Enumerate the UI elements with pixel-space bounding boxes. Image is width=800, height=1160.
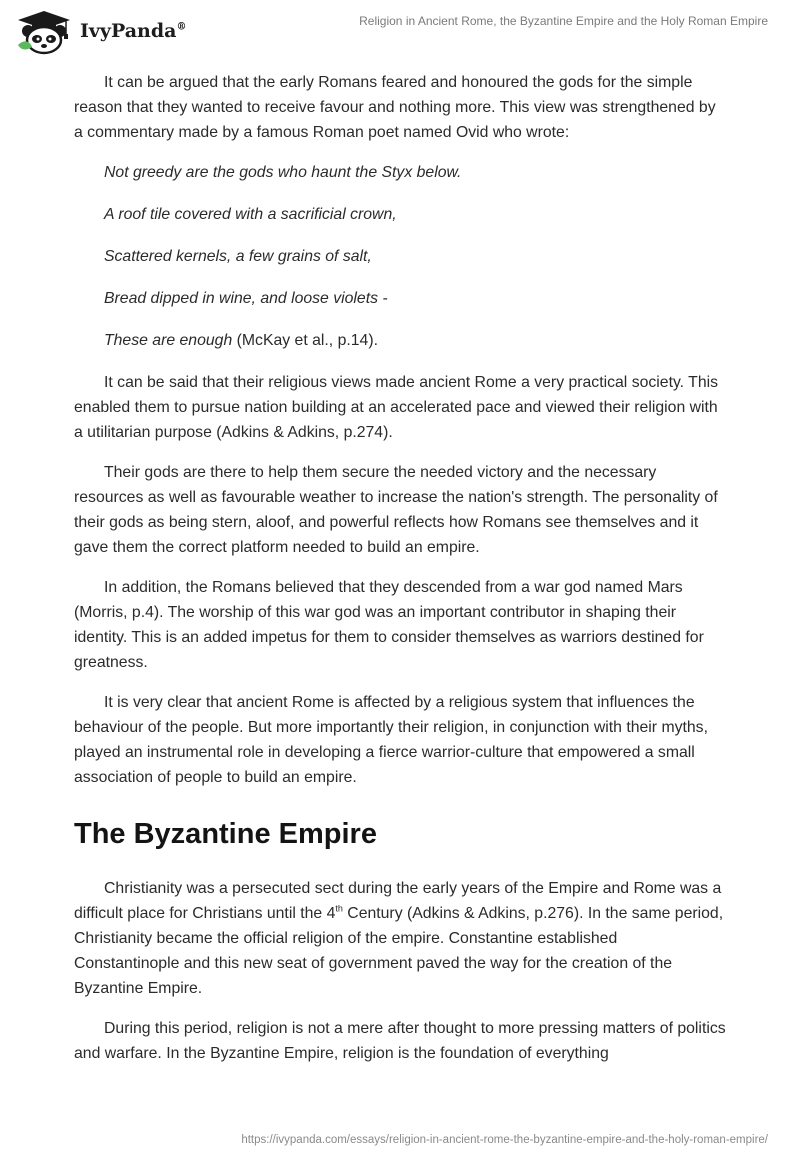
paragraph: It can be said that their religious views made ancient Rome a very practical society. This enabled them to pursue nation building at an accelerated pace and viewed their religion with a utilitarian purpose (Adkins & Adkins, p.274). <box>74 374 719 441</box>
paragraph: During this period, religion is not a mere after thought to more pressing matters of politics and warfare. In the Byzantine Empire, religion is the foundation of everything <box>74 1020 726 1062</box>
paragraph: In addition, the Romans believed that they descended from a war god named Mars (Morris, p.4). The worship of this war god was an important contributor in shaping their identity. This is an added impetus for them to consider themselves as warriors destined for greatness. <box>74 579 704 671</box>
poem-line: Scattered kernels, a few grains of salt, <box>104 248 372 265</box>
paragraph: It can be argued that the early Romans feared and honoured the gods for the simple reason that they wanted to receive favour and nothing more. This view was strengthened by a commentary made by a famous Roman poet named Ovid who wrote: <box>74 74 716 141</box>
source-url[interactable]: https://ivypanda.com/essays/religion-in-ancient-rome-the-byzantine-empire-and-the-holy-roman-empire/ <box>241 1134 768 1146</box>
section-heading: The Byzantine Empire <box>74 818 377 850</box>
paragraph: Their gods are there to help them secure the needed victory and the necessary resources as well as favourable weather to increase the nation's strength. The personality of their gods as being stern, aloof, and powerful reflects how Romans see themselves and it gave them the correct platform needed to build an empire. <box>74 464 718 556</box>
poem-line-last: These are enough (McKay et al., p.14). <box>104 332 378 349</box>
poem-line: Not greedy are the gods who haunt the Styx below. <box>104 164 462 181</box>
brand-name[interactable]: IvyPanda® <box>80 20 187 42</box>
paragraph: It is very clear that ancient Rome is affected by a religious system that influences the behaviour of the people. But more importantly their religion, in conjunction with their myths, played an instrumental role in developing a fierce warrior-culture that empowered a small association of people to build an empire. <box>74 694 708 786</box>
page-header <box>0 0 800 62</box>
essay-content <box>74 70 726 1081</box>
document-title: Religion in Ancient Rome, the Byzantine Empire and the Holy Roman Empire <box>359 14 768 28</box>
panda-logo-icon[interactable] <box>14 9 74 55</box>
poem-line: A roof tile covered with a sacrificial crown, <box>104 206 397 223</box>
poem-line: Bread dipped in wine, and loose violets - <box>104 290 388 307</box>
paragraph: Christianity was a persecuted sect during the early years of the Empire and Rome was a difficult place for Christians until the 4th Century (Adkins & Adkins, p.276). In the same period, Christianity became the official religion of the empire. Constantine established Constantinople and this new seat of government paved the way for the creation of the Byzantine Empire. <box>74 880 724 997</box>
